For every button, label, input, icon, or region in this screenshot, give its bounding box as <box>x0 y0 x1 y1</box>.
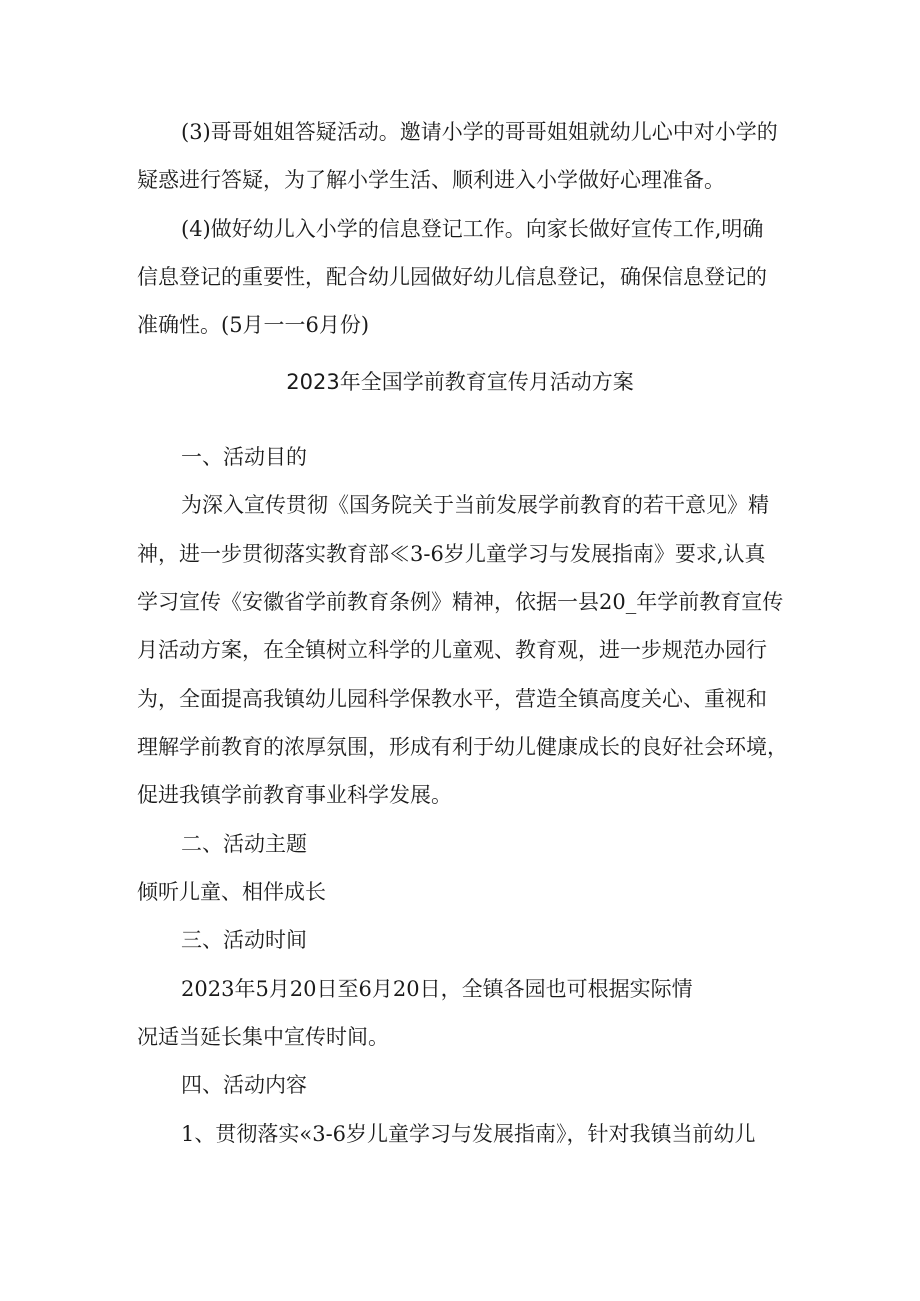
section-heading: 三、活动时间 <box>181 928 307 952</box>
paragraph-line: 2023年5月20日至6月20日，全镇各园也可根据实际情 <box>181 977 693 1001</box>
paragraph-line: (4)做好幼儿入小学的信息登记工作。向家长做好宣传工作,明确 <box>181 217 764 241</box>
section-heading: 四、活动内容 <box>181 1073 307 1097</box>
paragraph-line: 促进我镇学前教育事业科学发展。 <box>137 783 452 807</box>
paragraph-line: 况适当延长集中宣传时间。 <box>137 1025 389 1049</box>
paragraph-line: 信息登记的重要性，配合幼儿园做好幼儿信息登记，确保信息登记的 <box>137 265 767 289</box>
paragraph-line: 理解学前教育的浓厚氛围，形成有利于幼儿健康成长的良好社会环境， <box>137 735 788 759</box>
document-title: 2023年全国学前教育宣传月活动方案 <box>286 370 634 394</box>
paragraph-line: 为深入宣传贯彻《国务院关于当前发展学前教育的若干意见》精 <box>181 493 769 517</box>
paragraph-line: 为，全面提高我镇幼儿园科学保教水平，营造全镇高度关心、重视和 <box>137 687 767 711</box>
paragraph-line: 月活动方案，在全镇树立科学的儿童观、教育观，进一步规范办园行 <box>137 638 767 662</box>
paragraph-line: 倾听儿童、相伴成长 <box>137 880 326 904</box>
paragraph-line: 疑惑进行答疑，为了解小学生活、顺利进入小学做好心理准备。 <box>137 168 725 192</box>
paragraph-line: 学习宣传《安徽省学前教育条例》精神，依据一县20_年学前教育宣传 <box>137 590 784 614</box>
paragraph-line: 1、贯彻落实«3-6岁儿童学习与发展指南》，针对我镇当前幼儿 <box>181 1122 756 1146</box>
paragraph-line: (3)哥哥姐姐答疑活动。邀请小学的哥哥姐姐就幼儿心中对小学的 <box>181 120 778 144</box>
section-heading: 二、活动主题 <box>181 832 307 856</box>
section-heading: 一、活动目的 <box>181 445 307 469</box>
paragraph-line: 准确性。(5月一一6月份) <box>137 313 370 337</box>
paragraph-line: 神，进一步贯彻落实教育部≪3-6岁儿童学习与发展指南》要求,认真 <box>137 542 766 566</box>
